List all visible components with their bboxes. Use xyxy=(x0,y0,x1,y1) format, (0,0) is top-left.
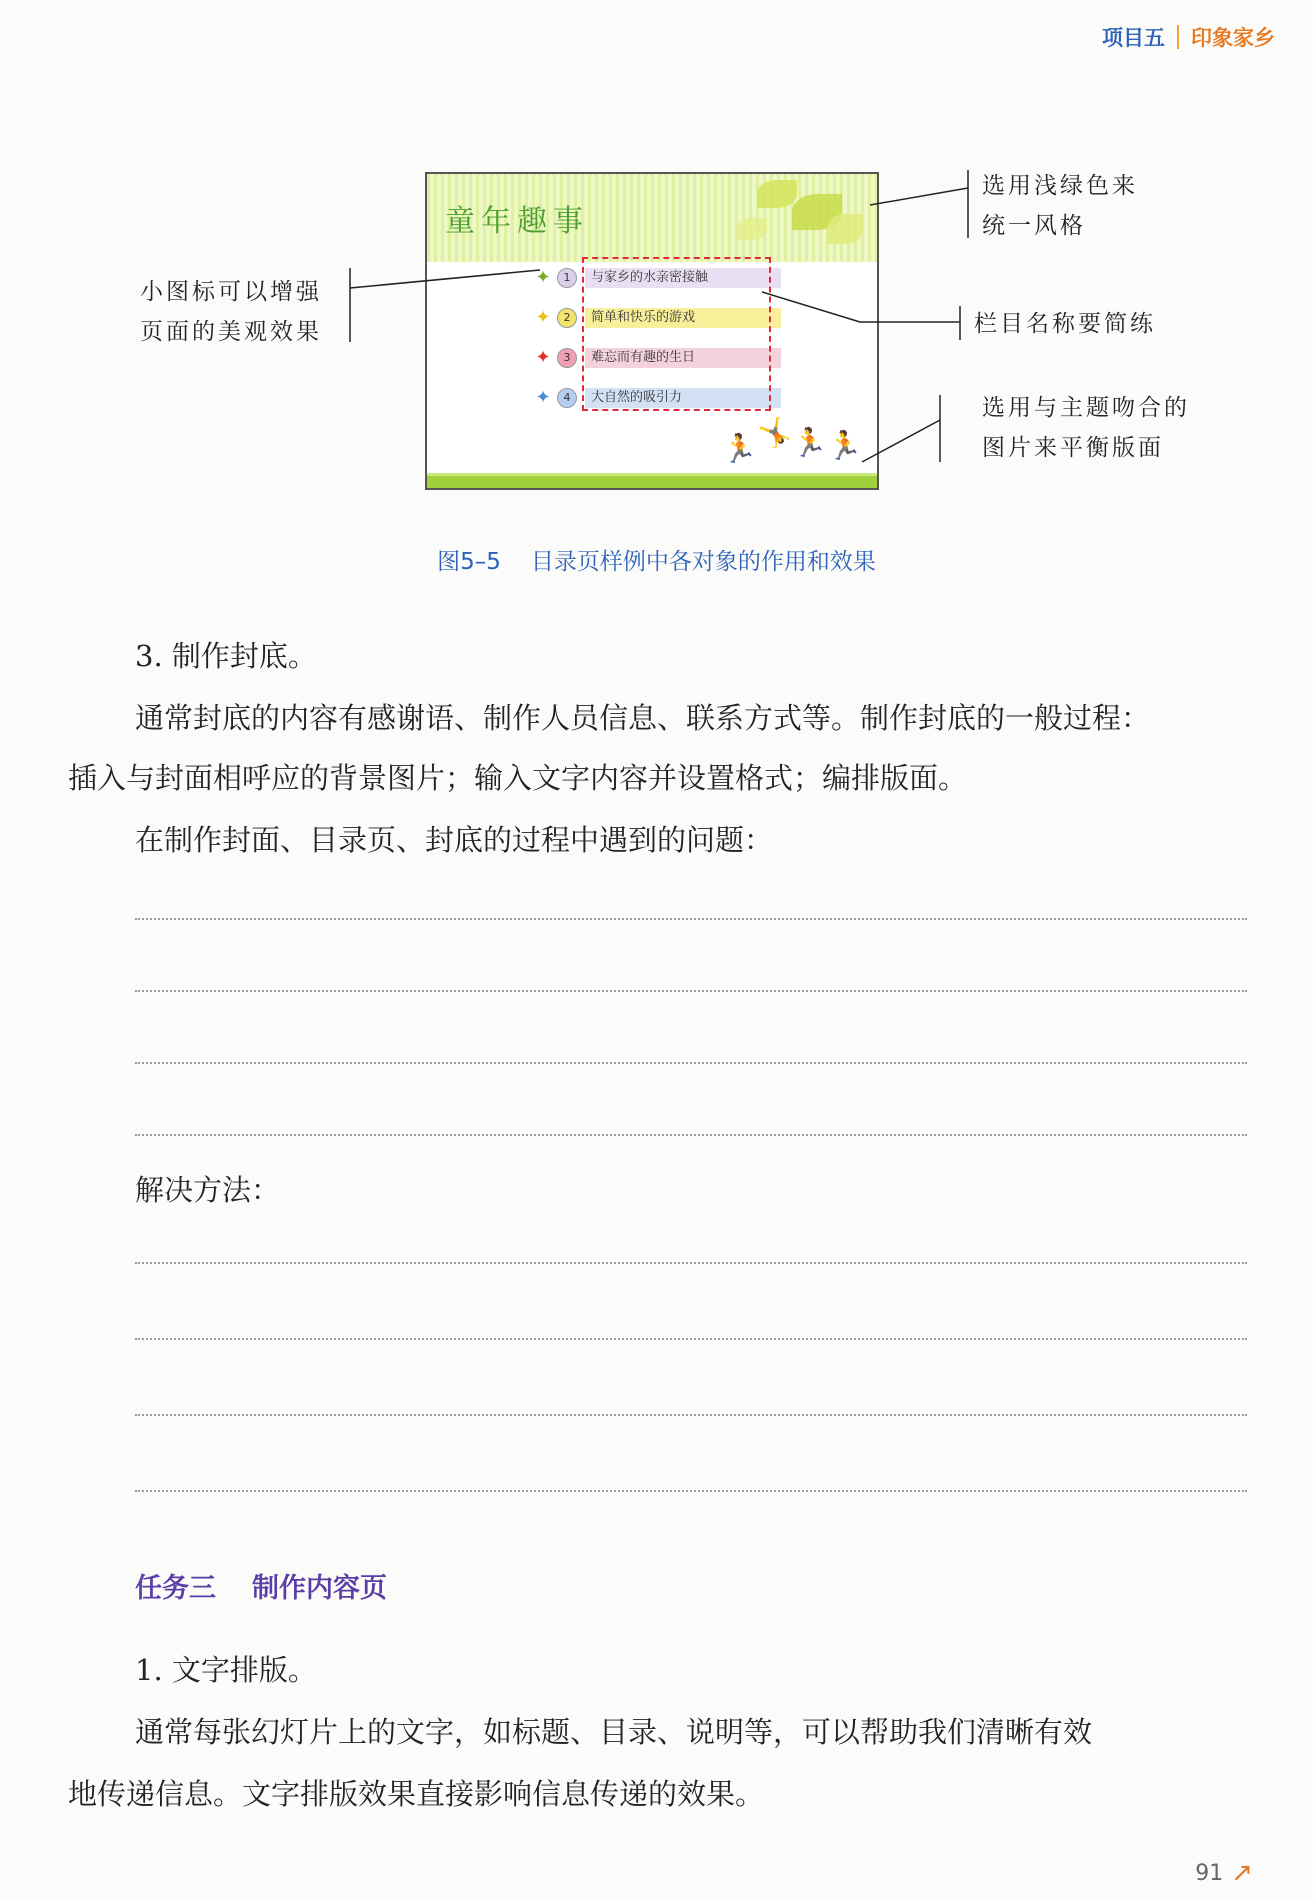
solution-prompt: 解决方法： xyxy=(135,1173,281,1207)
answer-line xyxy=(135,1490,1247,1492)
menu-item-number: 4 xyxy=(557,388,577,408)
callout-line: 统一风格 xyxy=(982,213,1086,239)
answer-line xyxy=(135,1262,1247,1264)
answer-line xyxy=(135,990,1247,992)
menu-item-label: 大自然的吸引力 xyxy=(585,388,781,408)
paragraph-line: 通常封底的内容有感谢语、制作人员信息、联系方式等。制作封底的一般过程： xyxy=(135,701,1151,735)
callout-left xyxy=(140,272,322,352)
child-icon: ✦ xyxy=(535,267,551,288)
child-icon: ✦ xyxy=(535,307,551,328)
callout-line: 图片来平衡版面 xyxy=(982,435,1164,461)
menu-item-label: 与家乡的水亲密接触 xyxy=(585,268,781,288)
project-label: 项目五 xyxy=(1102,26,1165,50)
child-icon: ✦ xyxy=(535,387,551,408)
answer-line xyxy=(135,1062,1247,1064)
task-heading xyxy=(135,1566,387,1605)
callout-top-right xyxy=(982,166,1138,246)
paragraph-line: 地传递信息。文字排版效果直接影响信息传递的效果。 xyxy=(68,1777,765,1811)
slide-title: 童年趣事 xyxy=(445,204,589,239)
swirl-arrow-icon: ↗ xyxy=(1231,1858,1253,1888)
menu-item-number: 2 xyxy=(557,308,577,328)
figure-number: 图5–5 xyxy=(437,549,501,575)
menu-item-label: 简单和快乐的游戏 xyxy=(585,308,781,328)
paragraph-line: 插入与封面相呼应的背景图片；输入文字内容并设置格式；编排版面。 xyxy=(68,761,968,795)
paragraph-line: 通常每张幻灯片上的文字，如标题、目录、说明等，可以帮助我们清晰有效 xyxy=(135,1715,1093,1749)
answer-line xyxy=(135,1338,1247,1340)
figure-caption xyxy=(0,543,1313,576)
jumping-child-icon: 🤸 xyxy=(757,416,792,449)
answer-line xyxy=(135,1414,1247,1416)
answer-line xyxy=(135,1134,1247,1136)
running-child-icon: 🏃 xyxy=(792,426,827,459)
child-icon: ✦ xyxy=(535,347,551,368)
callout-mid-right xyxy=(974,304,1156,344)
page-number xyxy=(1195,1858,1253,1888)
callout-line: 选用浅绿色来 xyxy=(982,173,1138,199)
page-number-text: 91 xyxy=(1195,1860,1224,1886)
task-title: 制作内容页 xyxy=(252,1573,387,1604)
answer-line xyxy=(135,918,1247,920)
callout-bottom-right xyxy=(982,388,1190,468)
running-child-icon: 🏃 xyxy=(722,432,757,465)
callout-line: 页面的美观效果 xyxy=(140,319,322,345)
menu-item-number: 1 xyxy=(557,268,577,288)
callout-line: 小图标可以增强 xyxy=(140,279,322,305)
question-prompt: 在制作封面、目录页、封底的过程中遇到的问题： xyxy=(135,823,774,857)
step-1-heading: 1. 文字排版。 xyxy=(135,1653,317,1687)
callout-line: 栏目名称要简练 xyxy=(974,311,1156,337)
figure-caption-text: 目录页样例中各对象的作用和效果 xyxy=(530,549,876,575)
task-label: 任务三 xyxy=(135,1573,216,1604)
callout-line: 选用与主题吻合的 xyxy=(982,395,1190,421)
running-child-icon: 🏃 xyxy=(827,429,862,462)
menu-item-label: 难忘而有趣的生日 xyxy=(585,348,781,368)
step-3-heading: 3. 制作封底。 xyxy=(135,639,317,673)
menu-item-number: 3 xyxy=(557,348,577,368)
chapter-title: 印象家乡 xyxy=(1191,26,1275,50)
